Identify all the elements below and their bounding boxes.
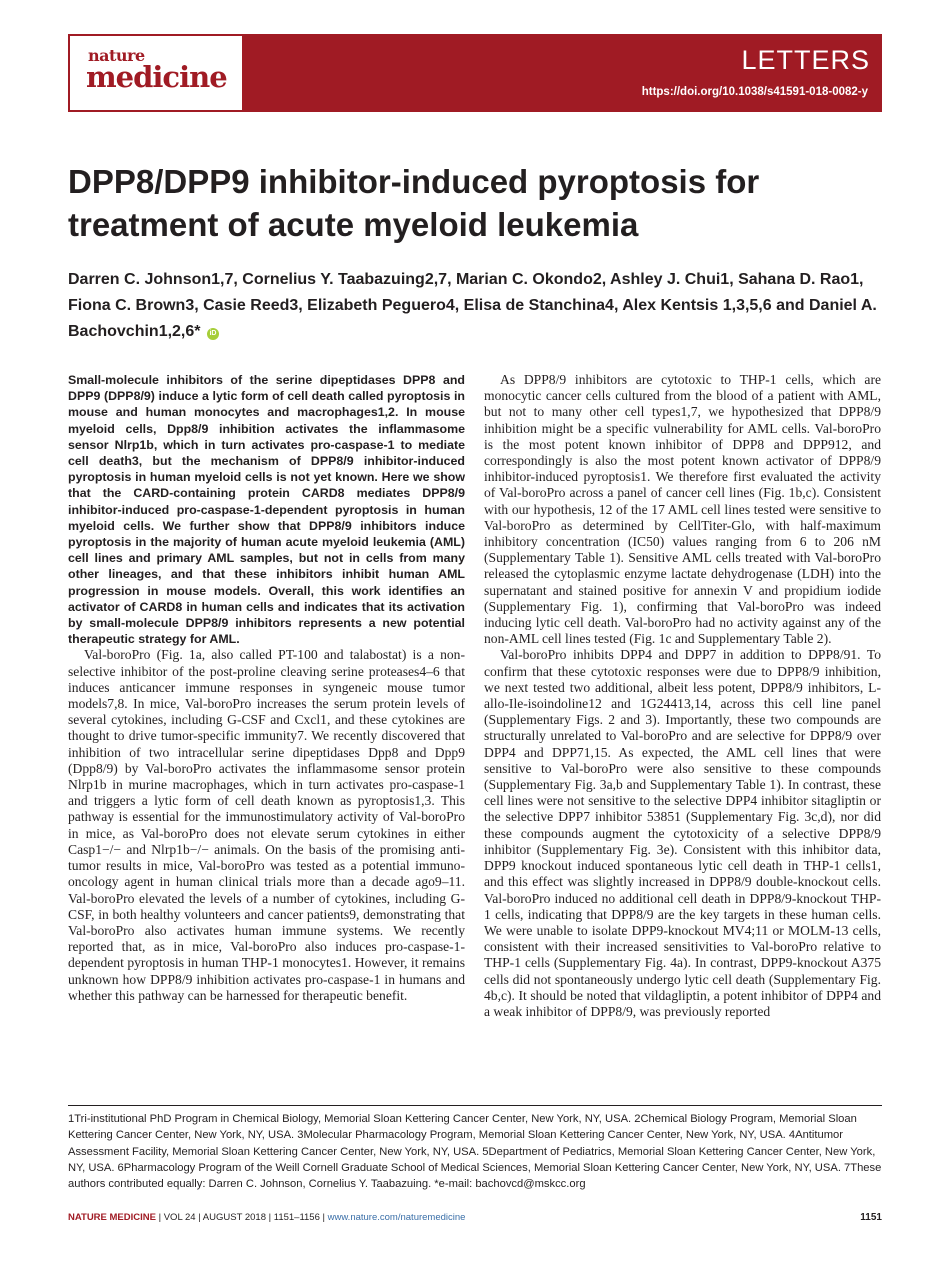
abstract: Small-molecule inhibitors of the serine dipeptidases DPP8 and DPP9 (DPP8/9) induce a lytic form of cell death called pyroptosis in mouse and human monocytes and macrophages1,2. In mouse myeloid cells, Dpp8/9 inhibition activates the inflammasome sensor Nlrp1b, which in turn activates pro-caspase-1 to mediate cell death3, but the mechanism of DPP8/9 inhibitor-induced pyroptosis in human myeloid cells is not yet known. Here we show that the CARD-containing protein CARD8 mediates DPP8/9 inhibitor-induced pro-caspase-1-dependent pyroptosis in human myeloid cells. We further show that DPP8/9 inhibitors induce pyroptosis in the majority of human acute myeloid leukemia (AML) cell lines and primary AML samples, but not in cells from many other lineages, and that these inhibitors inhibit human AML progression in mouse models. Overall, this work identifies an activator of CARD8 in human cells and indicates that its activation by small-molecule DPP8/9 inhibitors represents a new potential therapeutic strategy for AML. — [68, 373, 465, 647]
footer-issue: | VOL 24 | AUGUST 2018 | 1151–1156 | — [155, 1212, 328, 1223]
body-paragraph-3: Val-boroPro inhibits DPP4 and DPP7 in addition to DPP8/91. To confirm that these cytotoxic responses were due to DPP8/9 inhibition, we next tested two additional, albeit less potent, DPP8/9 inhibitors, L-allo-Ile-isoindoline12 and 1G24413,14, across this cell line panel (Supplementary Figs. 2 and 3). Importantly, these two compounds are structurally unrelated to Val-boroPro and are selective for DPP8/9 over DPP4 and DPP71,15. As expected, the AML cell lines that were sensitive to Val-boroPro were also sensitive to these compounds (Supplementary Fig. 3a,b and Supplementary Table 1). In contrast, these cell lines were not sensitive to the selective DPP4 inhibitor sitagliptin or the selective DPP7 inhibitor 53851 (Supplementary Fig. 3c,d), nor did these compounds augment the cytotoxicity of a selective DPP8/9 inhibitor (Supplementary Fig. 3e). Consistent with this inhibitor data, DPP9 knockout induced spontaneous lytic cell death in THP-1 cells1, and this effect was slightly increased in DPP8/9 double-knockout cells. Val-boroPro induced no additional cell death in DPP8/9-knockout THP-1 cells, indicating that DPP8/9 are the key targets in these human cells. We were unable to isolate DPP9-knockout MV4;11 or MOLM-13 cells, consistent with their increased sensitivities to Val-boroPro relative to THP-1 cells (Supplementary Fig. 4a). In contrast, DPP9-knockout A375 cells did not spontaneously undergo lytic cell death (Supplementary Fig. 4b,c). It should be noted that vildagliptin, a potent inhibitor of DPP4 and a weak inhibitor of DPP8/9, was previously reported — [484, 647, 881, 1019]
footer-citation — [68, 1212, 465, 1223]
authors-text: Darren C. Johnson1,7, Cornelius Y. Taabazuing2,7, Marian C. Okondo2, Ashley J. Chui1, Sahana D. Rao1, Fiona C. Brown3, Casie Reed3, Elizabeth Peguero4, Elisa de Stanchina4, Alex Kentsis 1,3,5,6 and Daniel A. Bachovchin1,2,6* — [68, 271, 877, 340]
author-list — [68, 267, 888, 345]
footer-journal: NATURE MEDICINE — [68, 1212, 156, 1223]
section-label: LETTERS — [741, 45, 870, 75]
journal-logo — [68, 34, 244, 112]
body-paragraph-2: As DPP8/9 inhibitors are cytotoxic to THP-1 cells, which are monocytic cancer cells cultured from the blood of a patient with AML, but not to many other cell types1,7, we hypothesized that DPP8/9 inhibition might be a specific vulnerability for AML cells. Val-boroPro is the most potent known inhibitor of DPP8 and DPP912, and correspondingly is also the most potent known activator of DPP8/9 inhibitor-induced pyroptosis1. We therefore first evaluated the activity of Val-boroPro across a panel of cancer cell lines (Fig. 1b,c). Consistent with our hypothesis, 12 of the 17 AML cell lines tested were sensitive to Val-boroPro as determined by CellTiter-Glo, with half-maximum inhibitory concentration (IC50) values ranging from 6 to 206 nM (Supplementary Table 1). Sensitive AML cells treated with Val-boroPro released the cytoplasmic enzyme lactate dehydrogenase (LDH) into the supernatant and stained positive for annexin V and propidium iodide (Supplementary Fig. 1), confirming that Val-boroPro was indeed inducing lytic cell death. Val-boroPro had no activity against any of the non-AML cell lines tested (Fig. 1c and Supplementary Table 2). — [484, 372, 881, 647]
footer-url[interactable]: www.nature.com/naturemedicine — [327, 1212, 466, 1223]
orcid-icon[interactable]: iD — [207, 328, 219, 340]
footnote-divider — [68, 1105, 882, 1106]
right-column — [484, 372, 881, 1020]
affiliation-footnotes: 1Tri-institutional PhD Program in Chemical Biology, Memorial Sloan Kettering Cancer Center, New York, NY, USA. 2Chemical Biology Program, Memorial Sloan Kettering Cancer Center, New York, NY, USA. 3Molecular Pharmacology Program, Memorial Sloan Kettering Cancer Center, New York, NY, USA. 4Antitumor Assessment Facility, Memorial Sloan Kettering Cancer Center, New York, NY, USA. 5Department of Pediatrics, Memorial Sloan Kettering Cancer Center, New York, NY, USA. 6Pharmacology Program of the Weill Cornell Graduate School of Medical Sciences, Memorial Sloan Kettering Cancer Center, New York, NY, USA. 7These authors contributed equally: Darren C. Johnson, Cornelius Y. Taabazuing. *e-mail: bachovcd@mskcc.org — [68, 1113, 882, 1191]
doi-link[interactable]: https://doi.org/10.1038/s41591-018-0082-y — [641, 86, 868, 98]
left-column — [68, 372, 465, 1004]
logo-main-text: medicine — [86, 60, 227, 94]
logo-top-text: nature — [88, 46, 145, 65]
page-number: 1151 — [860, 1212, 882, 1223]
body-paragraph-1: Val-boroPro (Fig. 1a, also called PT-100 and talabostat) is a non-selective inhibitor of the post-proline cleaving serine proteases4–6 that induces anticancer immune responses in syngeneic mouse tumor models7,8. In mice, Val-boroPro increases the serum protein levels of several cytokines, including G-CSF and Cxcl1, and these cytokines are thought to drive tumor-specific immunity7. We recently discovered that inhibition of two intracellular serine dipeptidases Dpp8 and Dpp9 (Dpp8/9) by Val-boroPro activates the inflammasome sensor protein Nlrp1b in murine macrophages, which in turn activates pro-caspase-1 and triggers a lytic form of cell death known as pyroptosis1,3. This pathway is essential for the immunostimulatory activity of Val-boroPro in mice, as Val-boroPro does not elevate serum cytokines in either Casp1−/− and Nlrp1b−/− animals. On the basis of the promising anti-tumor results in mice, Val-boroPro was tested as a potential immuno-oncology agent in human clinical trials more than a decade ago9–11. Val-boroPro elevated the levels of a number of cytokines, including G-CSF, in both healthy volunteers and cancer patients9, demonstrating that Val-boroPro also activates human immune systems. We recently reported that, as in mice, Val-boroPro also induces pro-caspase-1-dependent pyroptosis in human THP-1 monocytes1. However, it remains unknown how DPP8/9 inhibition activates pro-caspase-1 in humans and whether this pathway can be harnessed for therapeutic benefit. — [68, 647, 465, 1003]
article-title: DPP8/DPP9 inhibitor-induced pyroptosis for treatment of acute myeloid leukemia — [68, 163, 760, 243]
